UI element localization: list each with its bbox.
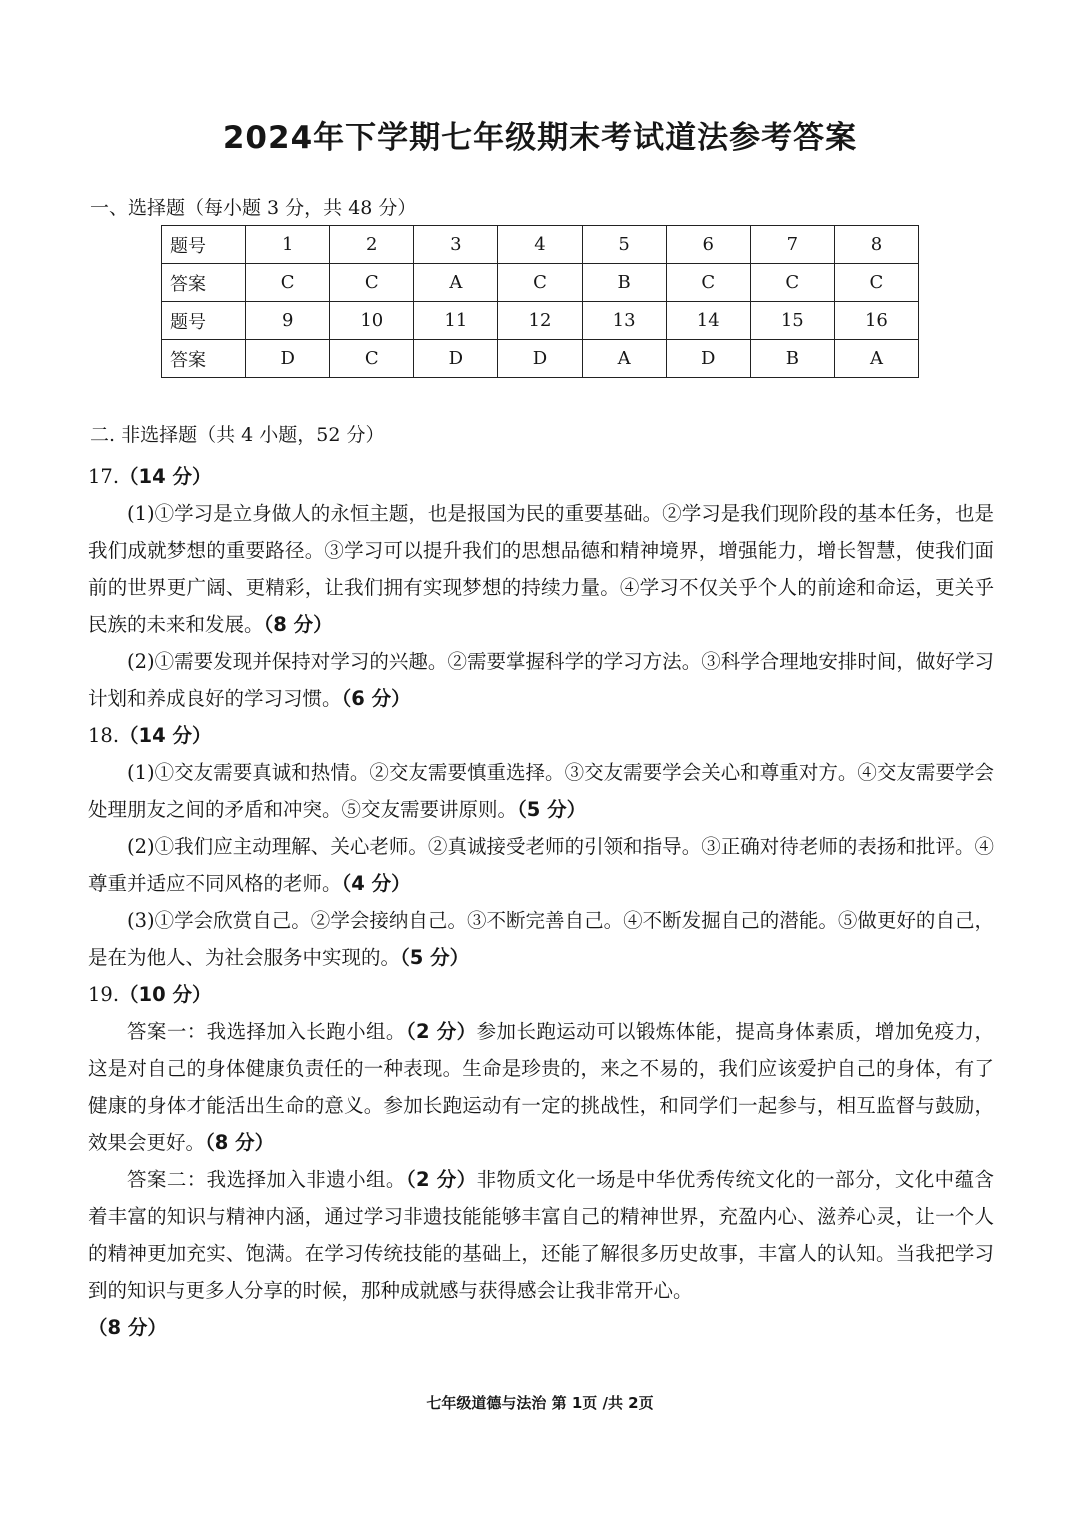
table-cell: C bbox=[666, 264, 750, 302]
table-cell: C bbox=[330, 340, 414, 378]
table-cell: C bbox=[246, 264, 330, 302]
q17-part2: (2)①需要发现并保持对学习的兴趣。②需要掌握科学的学习方法。③科学合理地安排时间，做好学习计划和养成良好的学习习惯。（6 分） bbox=[88, 650, 994, 710]
table-cell: 12 bbox=[498, 302, 582, 340]
answer-table bbox=[161, 225, 919, 378]
table-cell: 11 bbox=[414, 302, 498, 340]
table-cell: 10 bbox=[330, 302, 414, 340]
table-cell: 14 bbox=[666, 302, 750, 340]
table-cell: 8 bbox=[834, 226, 918, 264]
q18-part2: (2)①我们应主动理解、关心老师。②真诚接受老师的引领和指导。③正确对待老师的表扬和批评。④尊重并适应不同风格的老师。（4 分） bbox=[88, 835, 994, 895]
table-cell: 3 bbox=[414, 226, 498, 264]
section-choice-heading: 一、选择题（每小题 3 分，共 48 分） bbox=[90, 197, 417, 219]
table-cell: 5 bbox=[582, 226, 666, 264]
q18-part1: (1)①交友需要真诚和热情。②交友需要慎重选择。③交友需要学会关心和尊重对方。④交友需要学会处理朋友之间的矛盾和冲突。⑤交友需要讲原则。（5 分） bbox=[88, 761, 994, 821]
q19-answer2: 答案二：我选择加入非遗小组。（2 分）非物质文化一场是中华优秀传统文化的一部分，文化中蕴含着丰富的知识与精神内涵，通过学习非遗技能能够丰富自己的精神世界，充盈内心、滋养心灵，让一个人的精神更加充实、饱满。在学习传统技能的基础上，还能了解很多历史故事，丰富人的认知。当我把学习到的知识与更多人分享的时候，那种成就感与获得感会让我非常开心。 bbox=[88, 1168, 994, 1302]
table-cell: A bbox=[834, 340, 918, 378]
table-cell: C bbox=[330, 264, 414, 302]
row-label-cell: 题号 bbox=[162, 226, 246, 264]
table-cell: 1 bbox=[246, 226, 330, 264]
table-cell: 9 bbox=[246, 302, 330, 340]
table-cell: A bbox=[414, 264, 498, 302]
q17-part1: (1)①学习是立身做人的永恒主题，也是报国为民的重要基础。②学习是我们现阶段的基本任务，也是我们成就梦想的重要路径。③学习可以提升我们的思想品德和精神境界，增强能力，增长智慧，使我们面前的世界更广阔、更精彩，让我们拥有实现梦想的持续力量。④学习不仅关乎个人的前途和命运，更关乎民族的未来和发展。（8 分） bbox=[88, 502, 994, 636]
table-cell: 16 bbox=[834, 302, 918, 340]
table-row bbox=[162, 340, 919, 378]
table-cell: 6 bbox=[666, 226, 750, 264]
table-row bbox=[162, 302, 919, 340]
question-18-heading: 18.（14 分） bbox=[88, 724, 212, 747]
table-cell: 7 bbox=[750, 226, 834, 264]
question-19-heading: 19.（10 分） bbox=[88, 983, 212, 1006]
row-label-cell: 题号 bbox=[162, 302, 246, 340]
row-label-cell: 答案 bbox=[162, 264, 246, 302]
table-cell: 2 bbox=[330, 226, 414, 264]
section-nonchoice-heading: 二. 非选择题（共 4 小题，52 分） bbox=[90, 424, 385, 446]
q19-answer2-score: （8 分） bbox=[88, 1316, 167, 1339]
table-cell: A bbox=[582, 340, 666, 378]
row-label-cell: 答案 bbox=[162, 340, 246, 378]
table-cell: D bbox=[498, 340, 582, 378]
q19-answer1: 答案一：我选择加入长跑小组。（2 分）参加长跑运动可以锻炼体能，提高身体素质，增加免疫力，这是对自己的身体健康负责任的一种表现。生命是珍贵的，来之不易的，我们应该爱护自己的身体，有了健康的身体才能活出生命的意义。参加长跑运动有一定的挑战性，和同学们一起参与，相互监督与鼓励，效果会更好。（8 分） bbox=[88, 1020, 994, 1154]
table-cell: B bbox=[582, 264, 666, 302]
q18-part3: (3)①学会欣赏自己。②学会接纳自己。③不断完善自己。④不断发掘自己的潜能。⑤做更好的自己，是在为他人、为社会服务中实现的。（5 分） bbox=[88, 909, 994, 969]
page-footer: 七年级道德与法治 第 1页 /共 2页 bbox=[426, 1394, 654, 1412]
question-17-heading: 17.（14 分） bbox=[88, 465, 212, 488]
table-cell: C bbox=[750, 264, 834, 302]
answers-body bbox=[88, 458, 994, 1346]
table-row bbox=[162, 264, 919, 302]
table-cell: 4 bbox=[498, 226, 582, 264]
table-cell: B bbox=[750, 340, 834, 378]
table-cell: 15 bbox=[750, 302, 834, 340]
table-cell: C bbox=[834, 264, 918, 302]
table-cell: 13 bbox=[582, 302, 666, 340]
page-title: 2024年下学期七年级期末考试道法参考答案 bbox=[222, 120, 858, 156]
table-cell: D bbox=[414, 340, 498, 378]
table-row bbox=[162, 226, 919, 264]
table-cell: D bbox=[666, 340, 750, 378]
table-cell: C bbox=[498, 264, 582, 302]
table-cell: D bbox=[246, 340, 330, 378]
